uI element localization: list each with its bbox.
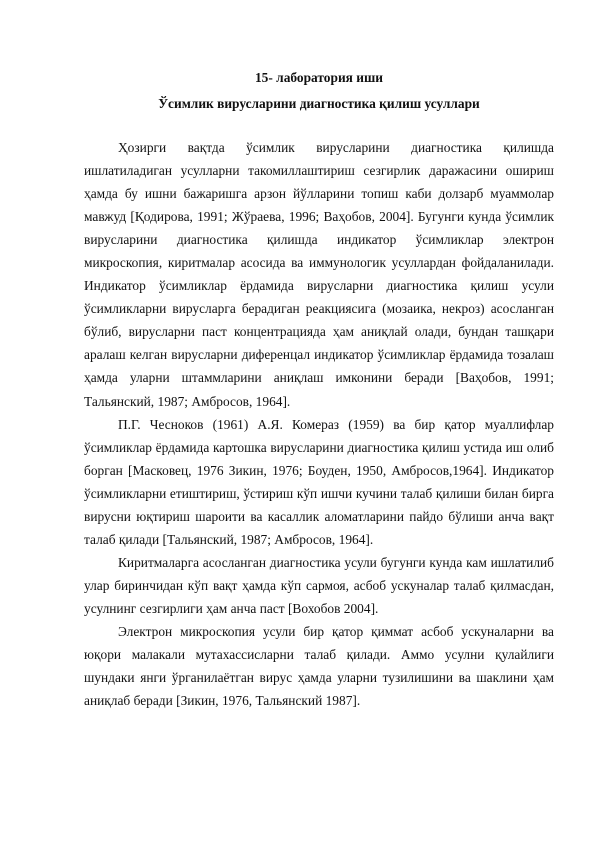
- paragraph-4: Электрон микроскопия усули бир қатор қиммат асбоб ускуналарни ва юқори малакали мутахассисларни талаб қилади. Аммо усулни қулайлиги шундаки янги ўрганилаётган вирус ҳамда уларни тузилишини ва шаклини ҳам аниқлаб беради [Зикин, 1976, Тальянский 1987].: [84, 623, 554, 709]
- paragraph-2: П.Г. Чесноков (1961) А.Я. Комераз (1959) ва бир қатор муаллифлар ўсимликлар ёрдамида картошка вирусларини диагностика қилиш устида иш олиб борган [Масковец, 1976 Зикин, 1976; Боуден, 1950, Амбросов,1964]. Индикатор ўсимликларни етиштириш, ўстириш кўп ишчи кучини талаб қилиши билан бирга вирусни юқтириш шароити ва касаллик аломатларини пайдо бўлиши анча вақт талаб қилади [Тальянский, 1987; Амбросов, 1964].: [84, 416, 554, 547]
- document-subtitle: Ўсимлик вирусларини диагностика қилиш усуллари: [158, 96, 480, 111]
- document-page: [84, 66, 554, 712]
- paragraph-1: Ҳозирги вақтда ўсимлик вирусларини диагностика қилишда ишлатиладиган усулларни такомиллаштириш сезгирлик даражасини ошириш ҳамда бу ишни бажаришга арзон йўлларини топиш каби долзарб муаммолар мавжуд [Қодирова, 1991; Жўраева, 1996; Ваҳобов, 2004]. Бугунги кунда ўсимлик вирусларини диагностика қилишда индикатор ўсимликлар электрон микроскопия, киритмалар асосида ва иммунологик усуллардан фойдаланилади. Индикатор ўсимликлар ёрдамида вирусларни диагностика қилиш усули ўсимликларни вирусларга берадиган реакциясига (мозаика, некроз) асосланган бўлиб, вирусларни паст концентрацияда ҳам аниқлай олади, бундан ташқари аралаш келган вирусларни диференцал индикатор ўсимликлар ёрдамида тозалаш ҳамда уларни штаммларини аниқлаш имконини беради [Ваҳобов, 1991; Тальянский, 1987; Амбросов, 1964].: [84, 140, 554, 409]
- document-title: 15- лаборатория иши: [254, 70, 383, 85]
- document-body: [84, 136, 554, 712]
- paragraph-3: Киритмаларга асосланган диагностика усули бугунги кунда кам ишлатилиб улар биринчидан кўп вақт ҳамда кўп сармоя, асбоб ускуналар талаб қилмасдан, усулнинг сезгирлиги ҳам анча паст [Вохобов 2004].: [84, 554, 554, 616]
